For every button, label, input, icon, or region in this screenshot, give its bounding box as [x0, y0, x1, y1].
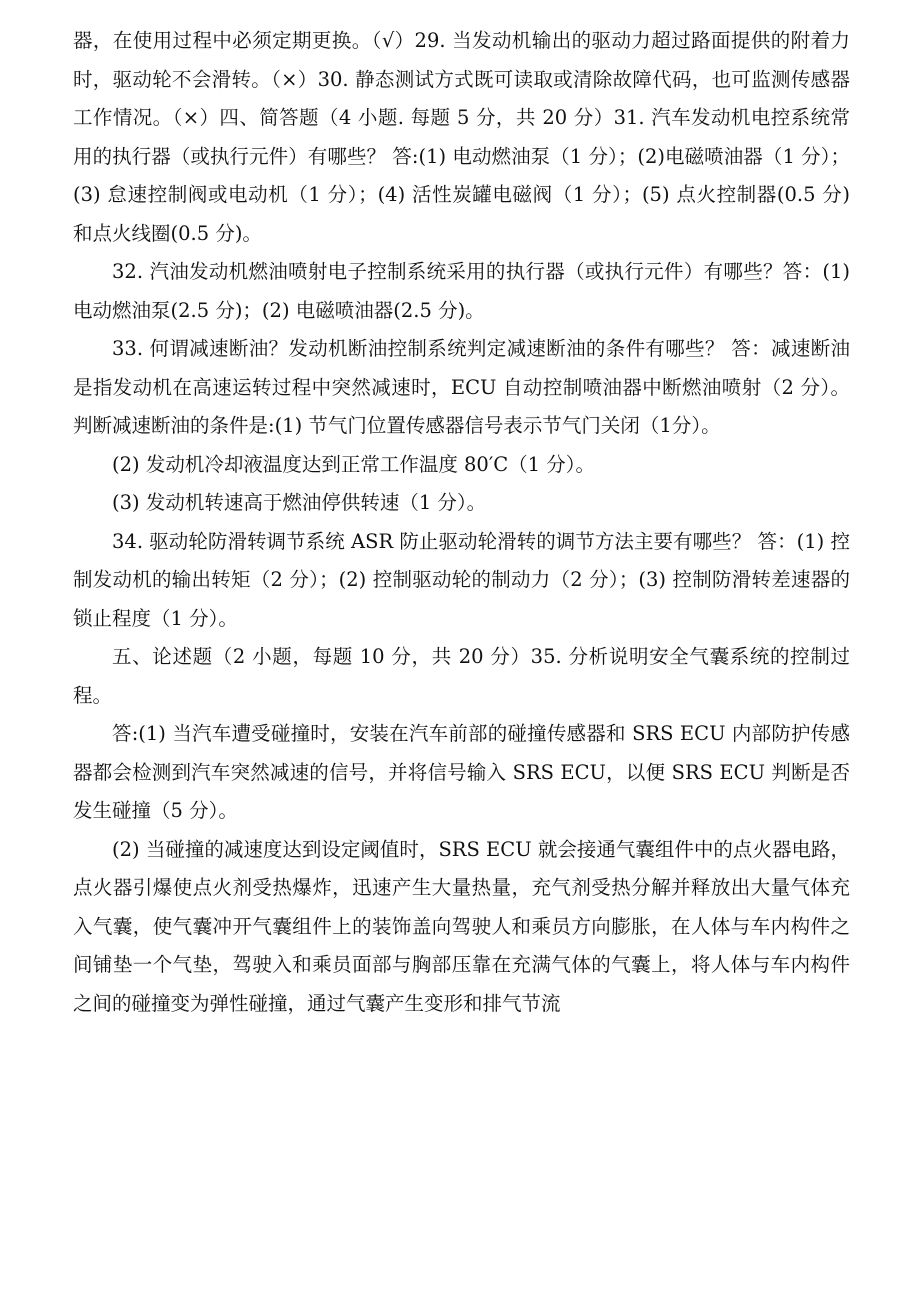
- text-line: 电磁喷油器（1 分）；(3) 怠速控制阀或电动机（1 分）；(4) 活性炭罐电磁阀（1 分）；: [73, 144, 850, 206]
- text-line: 人体与车内构件之间铺垫一个气垫，驾驶入和乘员面部与胸部压靠在充满气体的气: [73, 914, 850, 976]
- text-line: (1) 控制发动机的输出转矩（2 分）；(2) 控制驱动轮的制动力（2 分）；(3) 控制防滑: [73, 529, 850, 591]
- text-line: 射（2 分）。判断减速断油的条件是:(1) 节气门位置传感器信号表示节气门关闭（1: [73, 375, 850, 437]
- text-line: 监测传感器工作情况。（×）四、简答题（4 小题. 每题 5 分，共 20 分）31. 汽车发: [73, 67, 850, 129]
- paragraph: [73, 253, 850, 330]
- text-line: 五、论述题（2 小题，每题 10 分，共 20 分）35. 分析说明安全气囊系统的控制: [112, 645, 831, 668]
- text-line: 囊上，将人体与车内构件之间的碰撞变为弹性碰撞，通过气囊产生变形和排气节流: [73, 953, 850, 1015]
- text-line: 分）。: [671, 414, 721, 437]
- paragraph: [73, 22, 850, 253]
- text-line: 着力时，驱动轮不会滑转。（×）30. 静态测试方式既可读取或清除故障代码，也可: [73, 29, 850, 91]
- text-line: (2) 发动机冷却液温度达到正常工作温度 80′C（1 分）。: [112, 452, 596, 476]
- text-line: 答：(1) 电动燃油泵(2.5 分)；(2) 电磁喷油器(2.5 分)。: [73, 260, 850, 322]
- paragraph: [73, 484, 850, 523]
- text-line: 路，点火器引爆使点火剂受热爆炸，迅速产生大量热量，充气剂受热分解并释放出: [73, 837, 850, 899]
- text-line: (2) 当碰撞的减速度达到设定阈值时，SRS ECU 就会接通气囊组件中的点火器电: [112, 837, 811, 861]
- paragraph: [73, 446, 850, 485]
- text-line: (3) 发动机转速高于燃油停供转速（1 分）。: [112, 491, 487, 514]
- text-line: 32. 汽油发动机燃油喷射电子控制系统采用的执行器（或执行元件）有哪些？: [112, 260, 783, 283]
- text-line: 34. 驱动轮防滑转调节系统 ASR 防止驱动轮滑转的调节方法主要有哪些？ 答：: [112, 529, 797, 553]
- text-line: 传感器都会检测到汽车突然减速的信号，并将信号输入 SRS ECU，以便 SRS ECU 判断: [73, 722, 850, 784]
- text-line: 动机电控系统常用的执行器（或执行元件）有哪些？ 答:(1) 电动燃油泵（1 分）；(2): [73, 106, 850, 168]
- text-line: 转差速器的锁止程度（1 分）。: [73, 568, 850, 630]
- text-line: 33. 何谓减速断油？发动机断油控制系统判定减速断油的条件有哪些？ 答：减: [112, 337, 791, 360]
- text-line: 大量气体充入气囊，使气囊冲开气囊组件上的装饰盖向驾驶人和乘员方向膨胀，在: [73, 876, 850, 938]
- paragraph: [73, 638, 850, 715]
- text-line: 答:(1) 当汽车遭受碰撞时，安装在汽车前部的碰撞传感器和 SRS ECU 内部防护: [112, 722, 811, 745]
- text-line: 速断油是指发动机在高速运转过程中突然减速时，ECU 自动控制喷油器中断燃油喷: [73, 337, 850, 399]
- paragraph: [73, 330, 850, 446]
- text-line: 是否发生碰撞（5 分）。: [73, 760, 850, 822]
- paragraph: [73, 831, 850, 1024]
- text-line: (5) 点火控制器(0.5 分) 和点火线圈(0.5 分)。: [73, 183, 850, 245]
- paragraph: [73, 715, 850, 831]
- text-line: 器，在使用过程中必须定期更换。（√）29. 当发动机输出的驱动力超过路面提供的附: [73, 29, 811, 52]
- text-line: 过程。: [73, 645, 850, 707]
- paragraph: [73, 523, 850, 639]
